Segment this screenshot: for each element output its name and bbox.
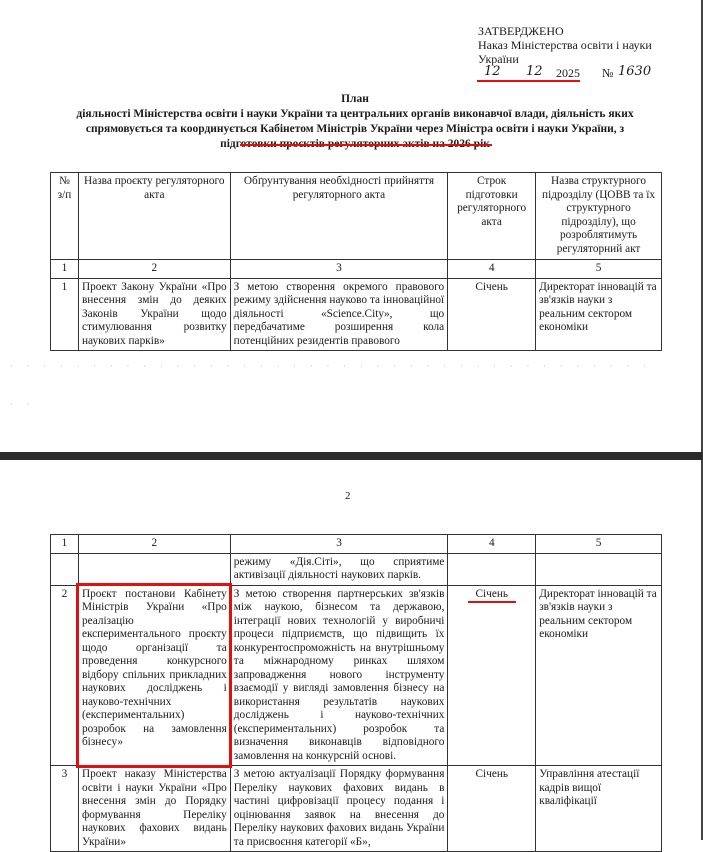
plan-title: [60, 92, 650, 152]
col-num-4b: 4: [448, 535, 536, 554]
row2-unit: Директорат інновацій та зв'язків науки з реальним сектором економіки: [536, 585, 662, 766]
row2-term: Січень: [448, 585, 536, 766]
date-year: 2025: [556, 66, 580, 80]
header-name: Назва проєкту регуляторного акта: [78, 173, 230, 260]
col-num-1b: 1: [51, 535, 79, 554]
title-line-1: План: [341, 93, 369, 105]
header-unit: Назва структурного підрозділу (ЦОВВ та їх структурного підрозділу), що розроблятимуть регуляторний акт: [536, 173, 662, 260]
title-line-2: діяльності Міністерства освіти і науки України та центральних органів виконавчої влади, діяльність яких: [76, 108, 634, 120]
header-justification: Обґрунтування необхідності прийняття регуляторного акта: [230, 173, 448, 260]
scan-noise-1: · · · · · · · · · · · · · · · · · · · · · · · · · · · · · · · · · · · · · · ·: [10, 362, 652, 371]
row1-name: Проект Закону України «Про внесення змін до деяких Законів України щодо стимулювання розвитку наукових парків»: [78, 278, 230, 351]
order-number: 1630: [618, 64, 652, 79]
order-date-line: [478, 65, 652, 81]
row2-term-red-underline: [468, 601, 516, 603]
col-num-2b: 2: [78, 535, 230, 554]
row2-name: Проєкт постанови Кабінету Міністрів України «Про реалізацію експериментального проєкту щодо організації та проведення конкурсного відбору спільних прикладних наукових досліджень і науково-технічних (експериментальних) розробок на замовлення бізнесу»: [78, 585, 230, 766]
page-separator: [0, 452, 703, 460]
column-number-row: [51, 260, 662, 279]
row3-no: 3: [51, 766, 79, 852]
column-number-row-2: [51, 535, 662, 554]
title-line-3: спрямовується та координується Кабінетом Міністрів України через Міністра освіти і науки України, з: [85, 123, 625, 135]
row1-term: Січень: [448, 278, 536, 351]
row1-unit: Директорат інновацій та зв'язків науки з реальним сектором економіки: [536, 278, 662, 351]
scan-noise-2: · ·: [10, 400, 36, 409]
approval-stamp: [478, 24, 652, 81]
table-row: [51, 553, 662, 585]
row1-justification: З метою створення окремого правового режиму здійснення науково та інноваційної діяльності «Science.City», що передбачатиме розширення кола потенційних резидентів правового: [230, 278, 448, 351]
col-num-3: 3: [230, 260, 448, 279]
row2-no: 2: [51, 585, 79, 766]
date-day: 12: [484, 64, 501, 79]
col-num-4: 4: [448, 260, 536, 279]
row3-unit: Управління атестації кадрів вищої кваліфікації: [536, 766, 662, 852]
title-line-4: підготовки проєктів регуляторних актів на 2026 рік: [220, 138, 490, 150]
header-term: Строк підготовки регуляторного акта: [448, 173, 536, 260]
order-line-2: України: [478, 52, 519, 66]
col-num-5b: 5: [536, 535, 662, 554]
date-month: 12: [526, 64, 543, 79]
col-num-1: 1: [51, 260, 79, 279]
order-line-1: Наказ Міністерства освіти і науки: [478, 38, 652, 52]
row3-name: Проект наказу Міністерства освіти і науки України «Про внесення змін до Порядку формування Переліку наукових фахових видань України»: [78, 766, 230, 852]
approved-label: ЗАТВЕРДЖЕНО: [478, 24, 564, 38]
row3-justification: З метою актуалізації Порядку формування Переліку наукових фахових видань в частині цифровізації процесу подання і оцінювання заявок на внесення до Переліку наукових фахових видань України та присвоєння категорії «Б»,: [230, 766, 448, 852]
row3-term: Січень: [448, 766, 536, 852]
table-header-row: [51, 173, 662, 260]
number-prefix: №: [602, 66, 614, 80]
plan-table-page1: [50, 172, 662, 351]
row1-justification-cont: режиму «Дія.Сіті», що сприятиме активізації діяльності наукових парків.: [230, 553, 448, 585]
row2-name-highlight: [76, 583, 232, 768]
title-red-underline: [240, 144, 492, 146]
table-row: [51, 766, 662, 852]
col-num-5: 5: [536, 260, 662, 279]
table-row: [51, 278, 662, 351]
header-no: № з/п: [51, 173, 79, 260]
date-red-underline: [477, 80, 580, 82]
row1-no: 1: [51, 278, 79, 351]
row2-justification: З метою створення партнерських зв'язків між наукою, бізнесом та державою, інтеграції нових технологій у виробничі процеси підприємств, що підвищить їх конкурентоспроможність на внутрішньому та міжнародному ринках шляхом запровадження нового інструменту взаємодії у вигляді замовлення бізнесу на використання результатів наукових досліджень і науково-технічних (експериментальних) розробок та визначення виконавців відповідного замовлення на конкурсній основі.: [230, 585, 448, 766]
page-number: 2: [345, 490, 351, 502]
col-num-3b: 3: [230, 535, 448, 554]
col-num-2: 2: [78, 260, 230, 279]
